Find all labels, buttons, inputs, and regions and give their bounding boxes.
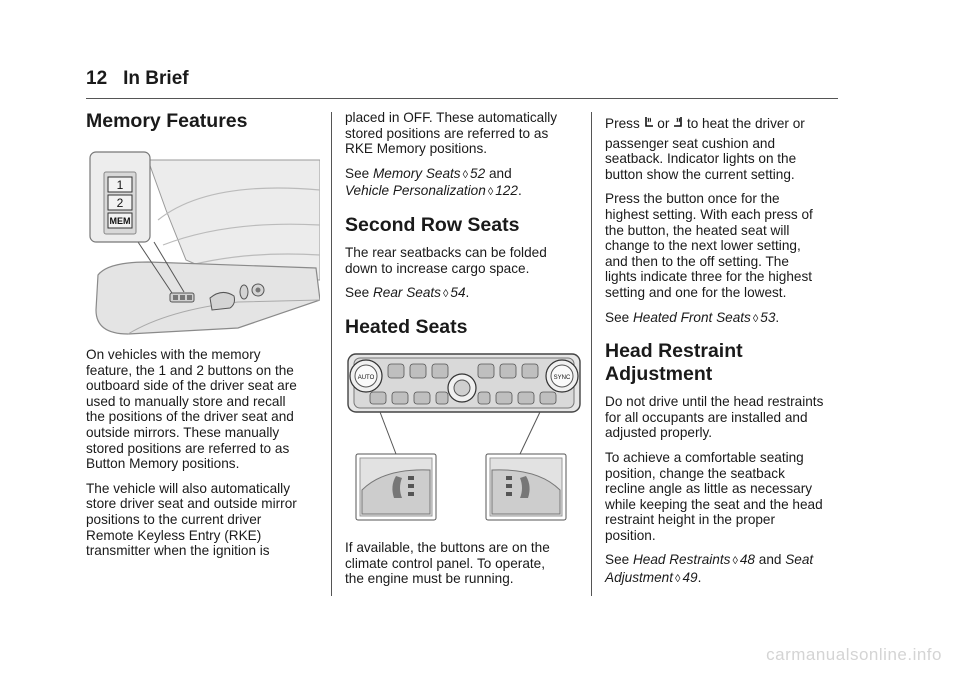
see-memory-seats: See Memory Seats ◊ 52 and Vehicle Personalization ◊ 122.: [345, 165, 522, 199]
heading-memory-features: Memory Features: [86, 110, 248, 132]
second-row-paragraph: The rear seatbacks can be folded down to increase cargo space.: [345, 244, 547, 276]
link-memory-seats[interactable]: Memory Seats: [372, 165, 461, 181]
link-rear-seats[interactable]: Rear Seats: [372, 285, 441, 301]
head-restraint-paragraph-2: To achieve a comfortable seating position, change the seatback recline angle as little as necessary while keeping the seat and the head restraint height in the proper position.: [605, 449, 823, 543]
see-rear-seats: See Rear Seats ◊ 54.: [345, 285, 470, 301]
sync-button-label: SYNC: [553, 375, 571, 381]
link-vehicle-personalization[interactable]: Vehicle Personalization: [345, 183, 486, 199]
column-3: [605, 116, 841, 588]
heading-head-restraint: Head Restraint Adjustment: [605, 340, 743, 386]
memory-paragraph-2: The vehicle will also automatically store driver seat and outside mirror positions to the current driver Remote Keyless Entry (RKE) transmitter when the ignition is: [86, 480, 297, 559]
column-2: [345, 110, 585, 339]
heading-heated-seats: Heated Seats: [345, 315, 468, 338]
header-rule: [86, 98, 838, 99]
press-paragraph: Press or to heat the driver or passenger seat cushion and seatback. Indicator lights on the button show the current setting.: [605, 116, 805, 182]
heated-seat-driver-icon: [644, 116, 654, 128]
climate-panel-illustration: [344, 350, 584, 522]
section-title: In Brief: [123, 68, 189, 89]
column-divider-2: [591, 112, 592, 596]
column-divider-1: [331, 112, 332, 596]
see-heated-front-seats: See Heated Front Seats ◊ 53.: [605, 309, 780, 325]
link-heated-front-seats[interactable]: Heated Front Seats: [632, 309, 751, 325]
heading-second-row-seats: Second Row Seats: [345, 213, 520, 236]
memory-seat-illustration: [88, 150, 320, 336]
column-1: [86, 110, 326, 133]
auto-button-label: AUTO: [357, 375, 375, 381]
memory-button-mem: MEM: [109, 216, 131, 226]
memory-button-1: 1: [116, 178, 124, 192]
memory-paragraph-1: On vehicles with the memory feature, the 1 and 2 buttons on the outboard side of the driver seat are used to manually store and recall the positions of the driver seat and outside mirrors. These manually stored positions are referred to as Button Memory positions.: [86, 347, 297, 472]
heated-seat-passenger-icon: [673, 116, 683, 128]
memory-button-2: 2: [116, 196, 124, 210]
see-head-restraints: See Head Restraints ◊ 48 and Seat Adjustment ◊ 49.: [605, 552, 814, 586]
page-number: 12: [86, 68, 108, 89]
watermark: carmanualsonline.info: [766, 645, 942, 664]
link-head-restraints[interactable]: Head Restraints: [632, 552, 731, 568]
link-seat-adjustment[interactable]: Seat: [785, 552, 814, 568]
heated-seats-paragraph: If available, the buttons are on the climate control panel. To operate, the engine must be running.: [345, 540, 550, 587]
column-1-text: [86, 347, 326, 559]
rke-paragraph: placed in OFF. These automatically stored positions are referred to as RKE Memory positions.: [345, 110, 558, 157]
page-header: [86, 68, 189, 90]
column-2-bottom: [345, 540, 585, 587]
press-once-paragraph: Press the button once for the highest setting. With each press of the button, the heated seat will change to the next lower setting, and then to the off setting. The lights indicate three for the highest setting and one for the lowest.: [605, 191, 813, 300]
head-restraint-paragraph-1: Do not drive until the head restraints for all occupants are installed and adjusted properly.: [605, 394, 824, 441]
